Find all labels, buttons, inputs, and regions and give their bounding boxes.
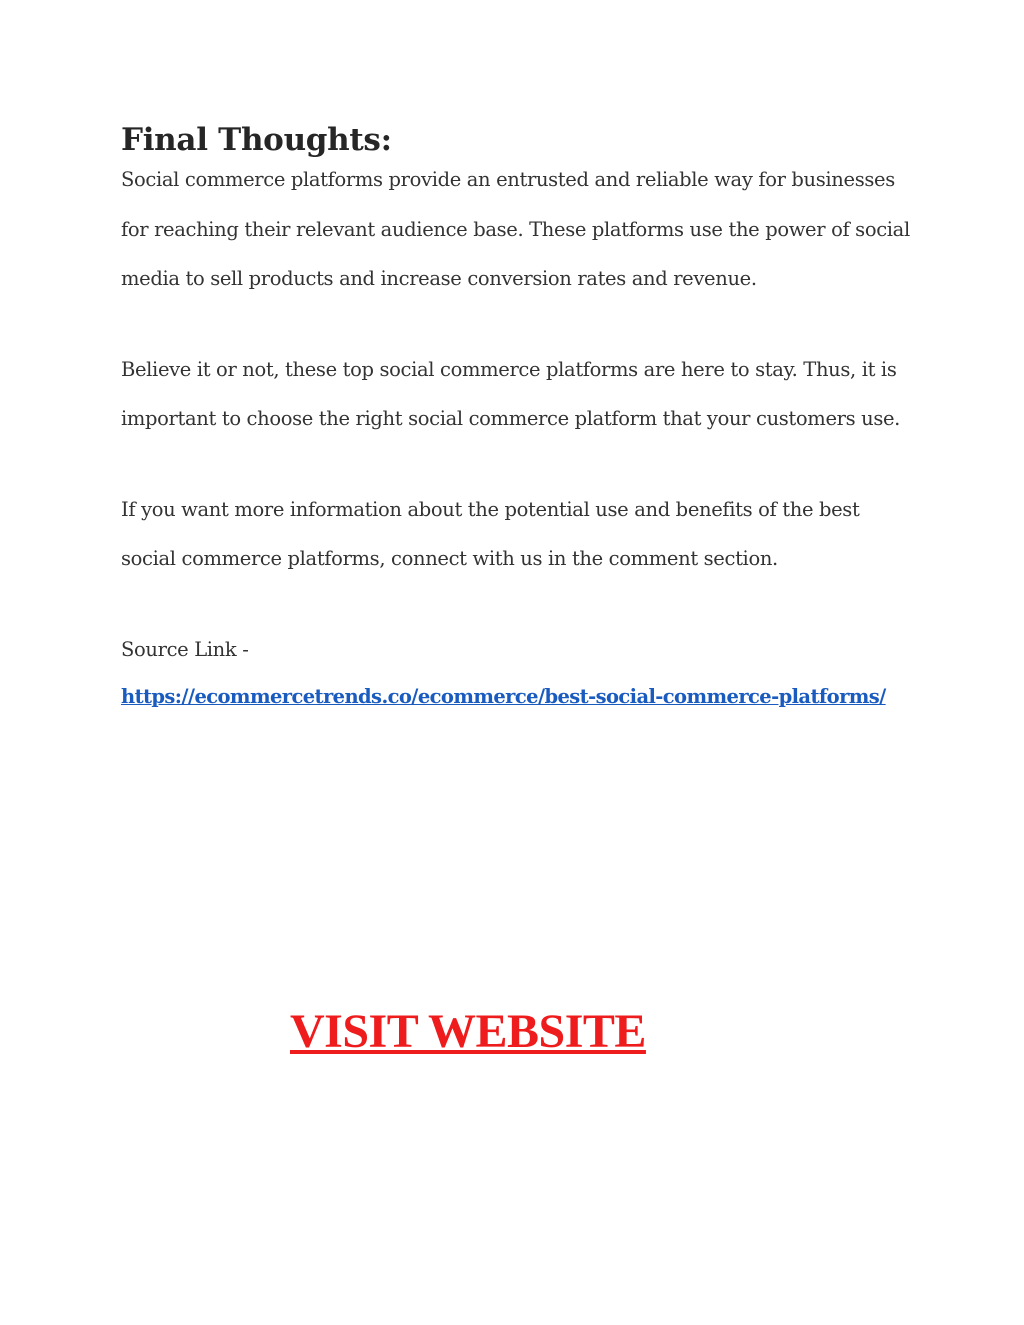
source-link[interactable]: https://ecommercetrends.co/ecommerce/best-social-commerce-platforms/ bbox=[121, 685, 886, 708]
section-heading: Final Thoughts: bbox=[121, 122, 392, 158]
source-label: Source Link - bbox=[121, 637, 249, 661]
visit-website-button[interactable]: VISIT WEBSITE bbox=[290, 1005, 646, 1058]
document-body bbox=[121, 118, 911, 720]
paragraph-more-info: If you want more information about the potential use and benefits of the best social commerce platforms, connect with us in the comment section. bbox=[121, 497, 860, 570]
paragraph-intro: Social commerce platforms provide an entrusted and reliable way for businesses for reaching their relevant audience base. These platforms use the power of social media to sell products and increase conversion rates and revenue. bbox=[121, 168, 910, 290]
paragraph-believe: Believe it or not, these top social commerce platforms are here to stay. Thus, it is important to choose the right social commerce platform that your customers use. bbox=[121, 357, 901, 430]
